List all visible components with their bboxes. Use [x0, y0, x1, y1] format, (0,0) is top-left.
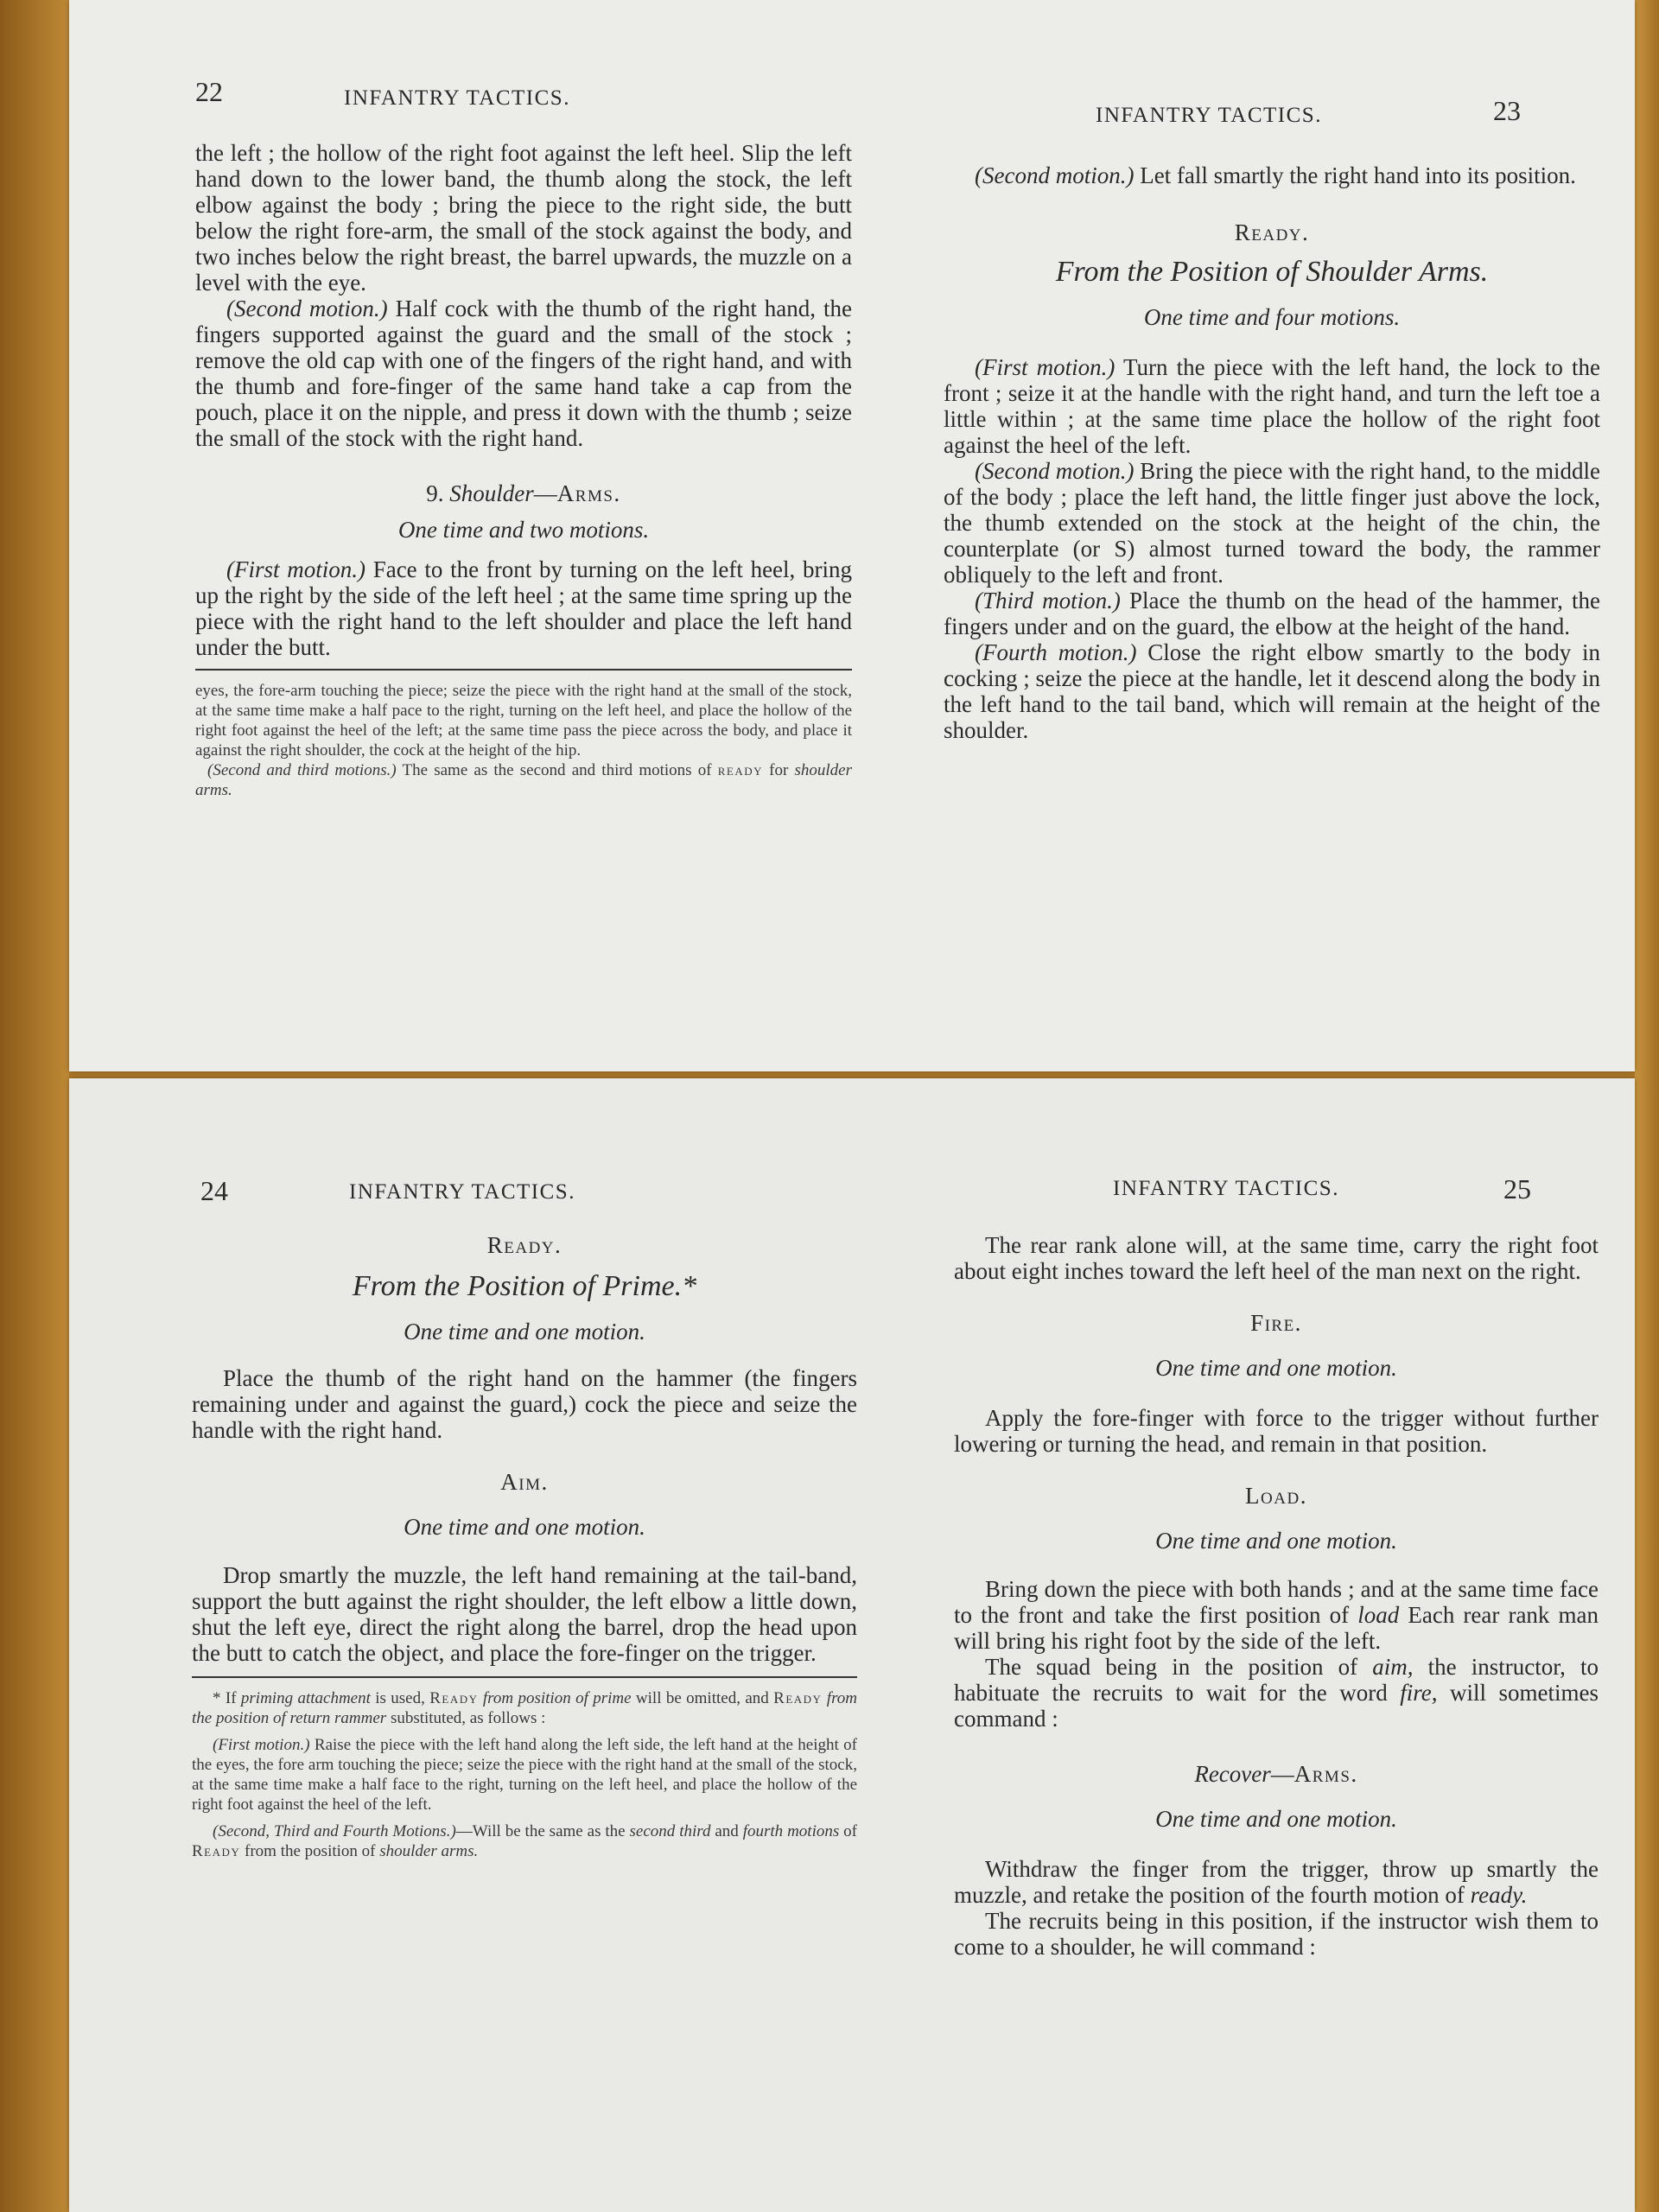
- page-24-subheading-2: One time and one motion.: [404, 1514, 645, 1540]
- footnote-rule-24: [192, 1676, 857, 1678]
- footnote-rule: [195, 669, 852, 671]
- page-24-footnote-2: (First motion.) Raise the piece with the left hand along the left side, the left hand at the height of the eyes, the fore arm touching the piece; seize the piece with the right hand at the small of the stock, at the same time make a half face to the right, turning on the left heel, and place the hollow of the right foot against the heel of the left.: [192, 1736, 858, 1814]
- page-22-paragraph-3: (First motion.) Face to the front by turning on the left heel, bring up the right by the side of the left heel ; at the same time spring up the piece with the right hand to the left shoulder and place the left hand under the butt.: [195, 556, 852, 660]
- table-surface-left: [0, 0, 69, 2212]
- command-ready-23: Ready.: [1234, 219, 1310, 245]
- page-25-paragraph-3: Bring down the piece with both hands ; and at the same time face to the front and take the first position of load Each rear rank man will bring his right foot by the side of the left.: [954, 1576, 1599, 1654]
- page-24-paragraph-1: Place the thumb of the right hand on the hammer (the fingers remaining under and against the guard,) cock the piece and seize the handle with the right hand.: [192, 1365, 857, 1443]
- page-22-subheading: One time and two motions.: [397, 517, 650, 543]
- running-head-23: INFANTRY TACTICS.: [1096, 104, 1322, 127]
- page-25-paragraph-1: The rear rank alone will, at the same time, carry the right foot about eight inches toward the left heel of the man next on the right.: [954, 1232, 1599, 1284]
- page-22-paragraph-2: (Second motion.) Half cock with the thumb of the right hand, the fingers supported against the guard and the small of the stock ; remove the old cap with one of the fingers of the right hand, and with the thumb and fore-finger of the same hand take a cap from the pouch, place it on the nipple, and press it down with the thumb ; seize the small of the stock with the right hand.: [195, 296, 852, 451]
- page-25-paragraph-4: The squad being in the position of aim, the instructor, to habituate the recruits to wait for the word fire, will sometimes command :: [954, 1654, 1599, 1732]
- page-25-body: [954, 1232, 1599, 1960]
- page-25-paragraph-2: Apply the fore-finger with force to the trigger without further lowering or turning the head, and remain in that position.: [954, 1405, 1599, 1457]
- page-23-paragraph-3: (Second motion.) Bring the piece with the right hand, to the middle of the body ; place the left hand, the little finger just above the lock, the thumb extended on the stock at the height of the chin, the counterplate (or S) almost turned toward the body, the rammer obliquely to the left and front.: [944, 458, 1600, 588]
- page-number-25: 25: [1503, 1173, 1531, 1205]
- command-ready-24: Ready.: [486, 1232, 563, 1258]
- page-25-paragraph-6: The recruits being in this position, if the instructor wish them to come to a shoulder, he will command :: [954, 1908, 1599, 1960]
- page-24-paragraph-2: Drop smartly the muzzle, the left hand remaining at the tail-band, support the butt against the right shoulder, the left elbow a little down, shut the left eye, direct the right along the barrel, drop the head upon the butt to catch the object, and place the fore-finger on the trigger.: [192, 1562, 857, 1666]
- running-head-22: INFANTRY TACTICS.: [344, 86, 570, 110]
- page-24-heading: From the Position of Prime.*: [352, 1270, 697, 1302]
- page-22-footnote-2: (Second and third motions.) The same as the second and third motions of ready for shoulder arms.: [195, 761, 852, 799]
- page-24-footnote-3: (Second, Third and Fourth Motions.)—Will be the same as the second third and fourth motions of Ready from the position of shoulder arms.: [192, 1822, 858, 1860]
- page-number-23: 23: [1493, 95, 1521, 126]
- table-surface-right: [1635, 0, 1659, 2212]
- page-23-body: [944, 162, 1600, 743]
- command-fire: Fire.: [1250, 1310, 1302, 1336]
- page-22-footnote-1: eyes, the fore-arm touching the piece; seize the piece with the right hand at the small of the stock, at the same time make a half pace to the right, turning on the left heel, and place the hollow of the right foot against the heel of the left; at the same time pass the piece across the body, and place it against the right shoulder, the cock at the height of the hip.: [195, 682, 852, 760]
- page-25-subheading-3: One time and one motion.: [1155, 1806, 1397, 1832]
- command-load: Load.: [1245, 1483, 1307, 1509]
- page-number-22: 22: [195, 76, 223, 107]
- page-25-paragraph-5: Withdraw the finger from the trigger, throw up smartly the muzzle, and retake the position of the fourth motion of ready.: [954, 1856, 1599, 1908]
- page-22-body: [195, 140, 852, 800]
- running-head-25: INFANTRY TACTICS.: [1113, 1177, 1339, 1200]
- page-23-paragraph-4: (Third motion.) Place the thumb on the head of the hammer, the fingers under and on the guard, the elbow at the height of the hand.: [944, 588, 1600, 639]
- page-25-subheading-2: One time and one motion.: [1155, 1528, 1397, 1554]
- page-24-subheading-1: One time and one motion.: [404, 1319, 645, 1344]
- bottom-sheet: [69, 1078, 1635, 2212]
- page-24-body: [192, 1232, 857, 1861]
- page-23-subheading: One time and four motions.: [1143, 304, 1401, 330]
- command-recover-arms: Recover—Arms.: [1194, 1761, 1358, 1787]
- page-22-paragraph-1: the left ; the hollow of the right foot against the left heel. Slip the left hand down to the lower band, the thumb along the stock, the left elbow against the body ; bring the piece to the right side, the butt below the right fore-arm, the small of the stock against the body, and two inches below the right breast, the barrel upwards, the muzzle on a level with the eye.: [195, 140, 852, 296]
- page-24-footnote-1: * If priming attachment is used, Ready from position of prime will be omitted, and Ready from the position of return rammer substituted, as follows :: [192, 1689, 857, 1727]
- page-23-paragraph-2: (First motion.) Turn the piece with the left hand, the lock to the front ; seize it at the handle with the right hand, and turn the left toe a little within ; at the same time place the hollow of the right foot against the heel of the left.: [944, 354, 1600, 458]
- page-23-heading: From the Position of Shoulder Arms.: [1055, 256, 1489, 288]
- page-25-subheading-1: One time and one motion.: [1155, 1355, 1397, 1381]
- running-head-24: INFANTRY TACTICS.: [349, 1180, 575, 1204]
- command-aim: Aim.: [500, 1469, 549, 1495]
- top-sheet: [69, 0, 1635, 1071]
- page-number-24: 24: [200, 1175, 228, 1206]
- command-shoulder-arms: 9. Shoulder—Arms.: [426, 480, 621, 506]
- page-23-paragraph-5: (Fourth motion.) Close the right elbow smartly to the body in cocking ; seize the piece at the handle, let it descend along the body in the left hand to the tail band, which will remain at the height of the shoulder.: [944, 639, 1600, 743]
- page-23-paragraph-1: (Second motion.) Let fall smartly the right hand into its position.: [975, 162, 1576, 188]
